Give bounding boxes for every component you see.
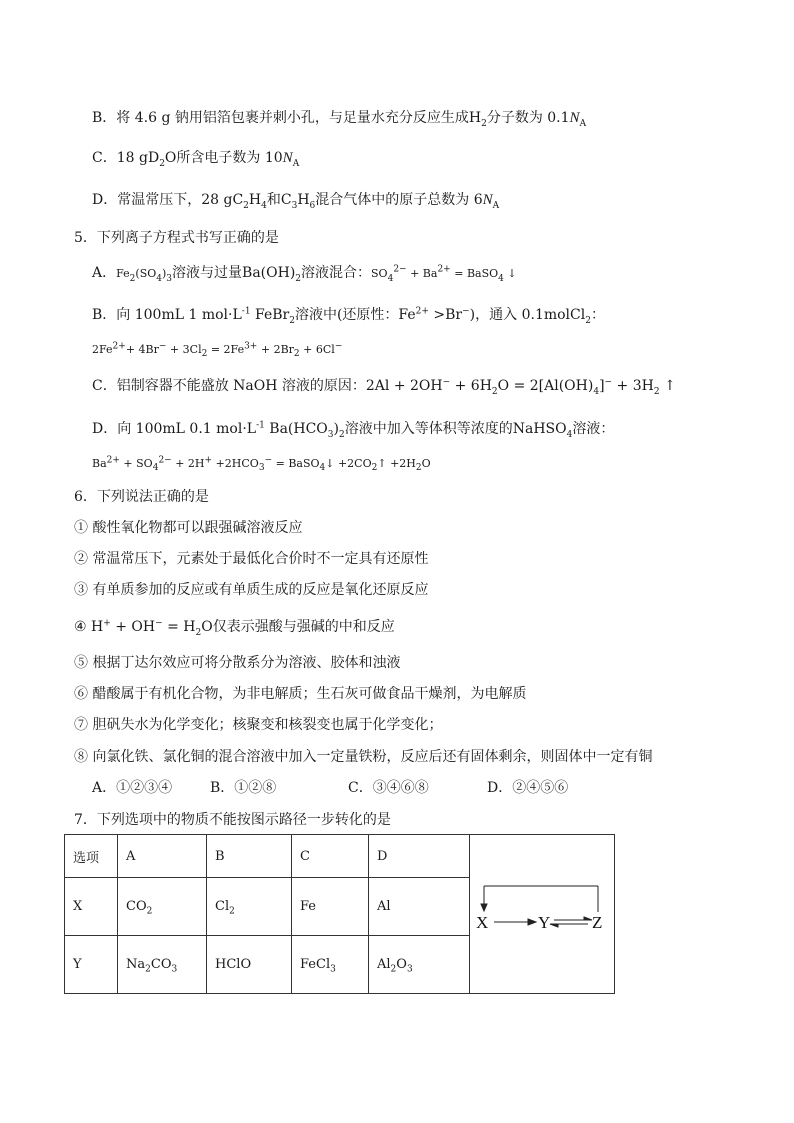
q7-title: 7．下列选项中的物质不能按图示路径一步转化的是 (74, 812, 391, 828)
header-cell: D (369, 835, 470, 878)
q5-option-d: D．向 100mL 0.1 $mol\cdot L^{-1}$ $Ba(HCO_3)_2$溶液中加入等体积等浓度的NaHSO$_4$溶液： (92, 420, 615, 440)
q5-option-d-equation: $Ba^{2+} + SO_4^{2-} + 2H^+ +2HCO_3^-$ = BaSO$_4$↓ $+2CO_2↑ +2H_2O$ (92, 455, 431, 474)
q5-option-a: A．$Fe_2(SO_4)_3$溶液与过量$Ba(OH)_2$溶液混合：$SO_4^{2-} + Ba^{2+}$ = BaSO$_4$ ↓ (92, 264, 517, 284)
q6-statement-3: ③ 有单质参加的反应或有单质生成的反应是氧化还原反应 (74, 582, 429, 598)
q5-option-b-equation: $2Fe^{2+}+ 4Br^- + 3Cl_2 = 2Fe^{3+} + 2Br_2 + 6Cl^-$ (92, 341, 343, 360)
q4-option-d: D．常温常压下，28 $gC_2H_4$和$C_3H_6$混合气体中的原子总数为 $6N_A$ (92, 192, 500, 211)
table-cell: Al (369, 878, 470, 936)
q6-option-b: B．①②⑧ (210, 780, 277, 796)
arrowhead-to-y (528, 919, 536, 925)
q6-title: 6．下列说法正确的是 (74, 489, 209, 505)
node-y: Y (538, 913, 551, 932)
header-cell: A (118, 835, 207, 878)
q6-option-c: C．③④⑥⑧ (348, 780, 429, 796)
table-cell: Fe (292, 878, 369, 936)
q4-option-c: C．18 $gD_2O$所含电子数为 $10N_A$ (92, 150, 300, 169)
table-cell: $Al_2O_3$ (369, 936, 470, 994)
node-x: X (476, 913, 489, 932)
q6-statement-7: ⑦ 胆矾失水为化学变化；核聚变和核裂变也属于化学变化； (74, 717, 443, 733)
q6-statement-6: ⑥ 醋酸属于有机化合物，为非电解质；生石灰可做食品干燥剂，为电解质 (74, 686, 527, 702)
header-cell: 选项 (65, 835, 118, 878)
row-label: X (65, 878, 118, 936)
conversion-diagram (472, 876, 612, 946)
row-label: Y (65, 936, 118, 994)
header-cell: C (292, 835, 369, 878)
q6-statement-8: ⑧ 向氯化铁、氯化铜的混合溶液中加入一定量铁粉，反应后还有固体剩余，则固体中一定有铜 (74, 749, 653, 765)
table-row (65, 835, 615, 878)
q5-option-c: C．铝制容器不能盛放 NaOH 溶液的原因：$2Al + 2OH^- + 6H_2O = 2[Al(OH)_4]^- + 3H_2$ ↑ (92, 377, 676, 397)
q6-statement-5: ⑤ 根据丁达尔效应可将分散系分为溶液、胶体和浊液 (74, 655, 401, 671)
q6-option-d: D．②④⑤⑥ (487, 780, 569, 796)
table-cell: $Na_2CO_3$ (118, 936, 207, 994)
q6-option-a: A．①②③④ (92, 780, 173, 796)
q6-statement-1: ① 酸性氧化物都可以跟强碱溶液反应 (74, 520, 303, 536)
table-cell: HClO (207, 936, 292, 994)
node-z: Z (592, 913, 603, 932)
arrowhead-to-z (584, 917, 592, 920)
table-cell: $CO_2$ (118, 878, 207, 936)
q5-title: 5．下列离子方程式书写正确的是 (74, 230, 279, 246)
q4-option-b: B．将 4.6 g 钠用铝箔包裹并刺小孔，与足量水充分反应生成$H_2$分子数为 $0.1N_A$ (92, 110, 587, 129)
table-cell: $Cl_2$ (207, 878, 292, 936)
table-cell: FeCl$_3$ (292, 936, 369, 994)
header-cell: B (207, 835, 292, 878)
arrowhead-to-y-rev (550, 924, 558, 927)
q6-statement-4: ④ $H^+ + OH^- = H_2O$仅表示强酸与强碱的中和反应 (74, 618, 395, 638)
arrowhead-to-x (481, 904, 487, 911)
q5-option-b: B．向 100mL 1 $mol\cdot L^{-1}$ FeBr$_2$溶液中(还原性：$Fe^{2+} >Br^-$)，通入 0.1molCl$_2$： (92, 306, 605, 326)
q6-statement-2: ② 常温常压下，元素处于最低化合价时不一定具有还原性 (74, 551, 429, 567)
